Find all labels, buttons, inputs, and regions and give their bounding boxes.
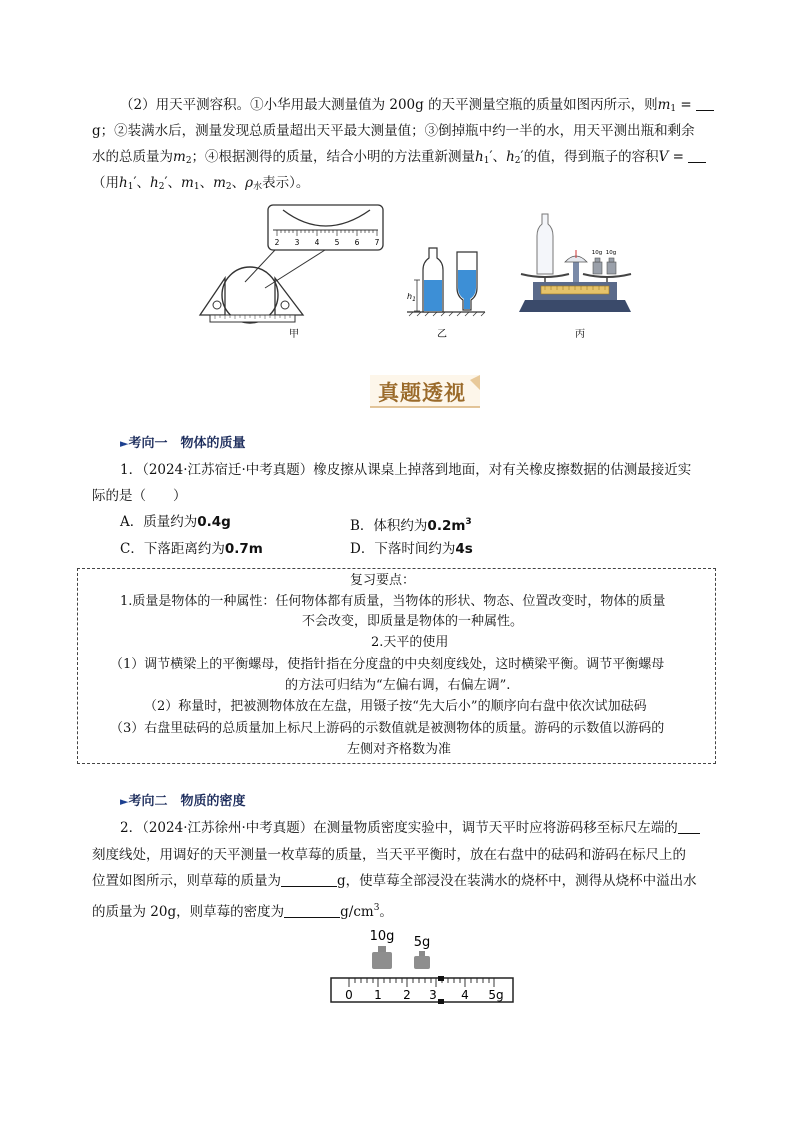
h1-label: $h_1$ bbox=[407, 292, 416, 303]
section-banner bbox=[370, 372, 480, 410]
rider-top bbox=[438, 976, 444, 981]
rider-scale bbox=[331, 978, 513, 1002]
section-heading-mass: ►考向一 物体的质量 bbox=[120, 436, 246, 451]
ruler-tick-label: 7 bbox=[374, 238, 380, 247]
q2-line-3: 位置如图所示，则草莓的质量为 g，使草莓全部浸没在装满水的烧杯中，测得从烧杯中溢出水 bbox=[92, 873, 697, 889]
answer-blank-m1[interactable] bbox=[696, 96, 714, 111]
weight-10g-knob bbox=[378, 946, 386, 952]
q2-part-line-4: （用$h_1'$、$h_2'$、$m_1$、$m_2$、$\rho_水$表示）。 bbox=[92, 175, 310, 192]
review-point-5b: 左侧对齐格数为准 bbox=[347, 742, 452, 757]
scale-label: 0 bbox=[345, 988, 353, 1002]
weight-5g-icon bbox=[414, 956, 430, 969]
ruler-tick-label: 3 bbox=[294, 238, 300, 247]
q1-option-d[interactable]: D．下落时间约为4s bbox=[350, 541, 473, 557]
q1-option-c[interactable]: C．下落距离约为0.7m bbox=[120, 541, 263, 557]
ruler-tick-label: 4 bbox=[314, 238, 320, 247]
answer-blank-zero-mark[interactable] bbox=[678, 819, 700, 834]
q2-part-line-2: g；②装满水后，测量发现总质量超出天平最大测量值；③倒掉瓶中约一半的水，用天平测出瓶和剩余 bbox=[92, 123, 695, 139]
q2-part-line-1: （2）用天平测容积。①小华用最大测量值为 200g 的天平测量空瓶的质量如图丙所示，则$m_1$ = bbox=[120, 95, 714, 119]
figure-a-ruler-callout bbox=[200, 205, 383, 340]
scale-label: 2 bbox=[403, 988, 411, 1002]
weight-label: 10g bbox=[605, 250, 617, 256]
q2-line-1: 2．（2024·江苏徐州·中考真题）在测量物质密度实验中，调节天平时应将游码移至标尺左端的 bbox=[120, 818, 700, 838]
ruler-tick-label: 2 bbox=[274, 238, 280, 247]
answer-blank-strawberry-mass[interactable] bbox=[281, 872, 337, 887]
answer-blank-volume[interactable] bbox=[688, 148, 706, 163]
weight-10g-icon bbox=[372, 952, 392, 969]
weight-10g-label: 10g bbox=[369, 929, 395, 944]
figure-b-bottles bbox=[407, 248, 485, 340]
q1-stem-line-1: 1．（2024·江苏宿迁·中考真题）橡皮擦从课桌上掉落到地面，对有关橡皮擦数据的估测最接近实 bbox=[120, 462, 692, 478]
ruler-tick-label: 5 bbox=[334, 238, 340, 247]
section-heading-density: ►考向二 物质的密度 bbox=[120, 794, 246, 809]
q1-option-a[interactable]: A．质量约为0.4g bbox=[120, 514, 231, 530]
review-points-box bbox=[77, 568, 716, 764]
answer-blank-density[interactable] bbox=[284, 903, 340, 918]
banner-title: 真题透视 bbox=[378, 381, 466, 405]
figure-weights-and-scale bbox=[325, 925, 520, 1010]
figure-c-caption: 丙 bbox=[575, 329, 585, 340]
weight-5g-label: 5g bbox=[413, 935, 431, 950]
q2-part-line-3: 水的总质量为$m_2$；④根据测得的质量，结合小明的方法重新测量$h_1'$、$h_2'$的值，得到瓶子的容积V = bbox=[92, 147, 706, 171]
review-title: 复习要点： bbox=[350, 573, 416, 588]
ruler-tick-label: 6 bbox=[354, 238, 360, 247]
figure-c-balance bbox=[519, 214, 631, 340]
review-point-4: （2）称量时，把被测物体放在左盘，用镊子按“先大后小”的顺序向右盘中依次试加砝码 bbox=[144, 699, 647, 714]
review-point-2: 2.天平的使用 bbox=[371, 635, 449, 650]
review-point-1b: 不会改变，即质量是物体的一种属性。 bbox=[302, 614, 524, 629]
review-point-3a: （1）调节横梁上的平衡螺母，使指针指在分度盘的中央刻度线处，这时横梁平衡。调节平衡螺母 bbox=[110, 657, 665, 672]
scale-label: 5g bbox=[488, 988, 504, 1002]
review-point-1a: 1.质量是物体的一种属性：任何物体都有质量，当物体的形状、物态、位置改变时，物体的质量 bbox=[120, 594, 666, 609]
q1-stem-line-2: 际的是（ ） bbox=[92, 488, 187, 504]
weight-label: 10g bbox=[591, 250, 603, 256]
review-point-5a: （3）右盘里砝码的总质量加上标尺上游码的示数值就是被测物体的质量。游码的示数值以游码的 bbox=[110, 721, 665, 736]
q1-option-b[interactable]: B．体积约为$0.2m^3$ bbox=[350, 517, 472, 534]
weight-5g-knob bbox=[419, 951, 425, 956]
review-point-3b: 的方法可归结为“左偏右调，右偏左调”. bbox=[285, 678, 511, 693]
q2-line-4: 的质量为 20g，则草莓的密度为 $g/cm^3$。 bbox=[92, 903, 393, 920]
figure-a-caption: 甲 bbox=[289, 329, 299, 340]
q2-line-2: 刻度线处，用调好的天平测量一枚草莓的质量，当天平平衡时，放在右盘中的砝码和游码在标尺上的 bbox=[92, 847, 686, 863]
scale-label: 1 bbox=[374, 988, 382, 1002]
scale-label: 4 bbox=[461, 988, 469, 1002]
figure-bottle-measurement bbox=[195, 200, 645, 345]
scale-label: 3 bbox=[429, 988, 437, 1002]
figure-b-caption: 乙 bbox=[437, 329, 447, 340]
rider-bottom bbox=[438, 999, 444, 1004]
